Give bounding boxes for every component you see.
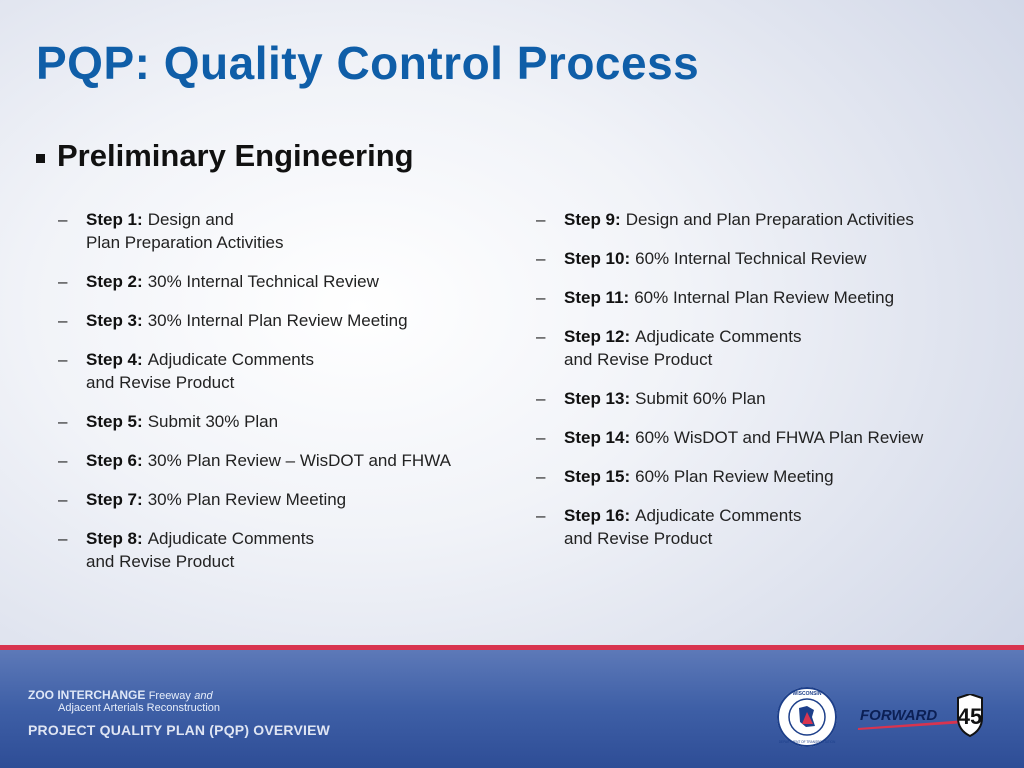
dash-bullet: – xyxy=(58,311,68,330)
brand-and: and xyxy=(194,690,213,702)
step-label: Step 4: xyxy=(86,350,143,369)
step-label: Step 6: xyxy=(86,451,143,470)
step-text: 30% Internal Plan Review Meeting xyxy=(147,311,408,330)
step-text: 60% Plan Review Meeting xyxy=(635,467,834,486)
section-bullet xyxy=(36,138,414,174)
step-item xyxy=(536,504,976,550)
section-heading: Preliminary Engineering xyxy=(57,138,414,173)
dash-bullet: – xyxy=(536,506,546,525)
step-text-line2: and Revise Product xyxy=(564,350,713,369)
step-label: Step 15: xyxy=(564,467,631,486)
step-item xyxy=(58,208,498,254)
step-text: 60% Internal Plan Review Meeting xyxy=(634,288,895,307)
step-text: Adjudicate Comments xyxy=(147,350,314,369)
step-label: Step 1: xyxy=(86,210,143,229)
step-item xyxy=(536,247,976,270)
step-item xyxy=(536,387,976,410)
slide-title: PQP: Quality Control Process xyxy=(36,37,700,89)
step-item xyxy=(58,309,498,332)
forward-text: FORWARD xyxy=(860,707,938,724)
step-text: Adjudicate Comments xyxy=(147,529,314,548)
step-text: 60% WisDOT and FHWA Plan Review xyxy=(635,428,924,447)
step-item xyxy=(58,527,498,573)
step-item xyxy=(536,465,976,488)
step-text: Adjudicate Comments xyxy=(635,327,802,346)
step-text: Submit 30% Plan xyxy=(147,412,279,431)
step-label: Step 13: xyxy=(564,389,631,408)
step-label: Step 11: xyxy=(564,288,630,307)
dash-bullet: – xyxy=(536,327,546,346)
footer-brand-line1 xyxy=(28,688,330,702)
step-text: Design and xyxy=(147,210,234,229)
step-item xyxy=(58,270,498,293)
step-text: Adjudicate Comments xyxy=(635,506,802,525)
wisdot-seal-logo xyxy=(776,686,838,748)
footer-brand xyxy=(28,688,330,738)
step-text: Design and Plan Preparation Activities xyxy=(625,210,914,229)
step-item xyxy=(58,410,498,433)
brand-line2: Adjacent Arterials Reconstruction xyxy=(58,702,221,714)
footer-subtitle: PROJECT QUALITY PLAN (PQP) OVERVIEW xyxy=(28,722,331,738)
seal-text-bottom: DEPARTMENT OF TRANSPORTATION xyxy=(778,740,836,744)
dash-bullet: – xyxy=(58,490,68,509)
step-label: Step 9: xyxy=(564,210,621,229)
square-bullet-icon xyxy=(36,154,45,163)
dash-bullet: – xyxy=(58,451,68,470)
step-label: Step 10: xyxy=(564,249,631,268)
dash-bullet: – xyxy=(536,210,546,229)
steps-right-column xyxy=(536,208,976,566)
dash-bullet: – xyxy=(58,210,68,229)
step-label: Step 12: xyxy=(564,327,631,346)
brand-name: ZOO INTERCHANGE xyxy=(28,688,146,702)
step-item xyxy=(536,208,976,231)
step-text: 60% Internal Technical Review xyxy=(635,249,867,268)
shield-number: 45 xyxy=(957,704,983,729)
step-item xyxy=(536,325,976,371)
step-label: Step 16: xyxy=(564,506,631,525)
step-text-line2: and Revise Product xyxy=(86,373,235,392)
step-text: Submit 60% Plan xyxy=(635,389,766,408)
dash-bullet: – xyxy=(58,412,68,431)
dash-bullet: – xyxy=(58,350,68,369)
step-item xyxy=(58,348,498,394)
step-text: 30% Internal Technical Review xyxy=(147,272,379,291)
step-label: Step 2: xyxy=(86,272,143,291)
step-label: Step 5: xyxy=(86,412,143,431)
step-item xyxy=(536,286,976,309)
step-text-line2: and Revise Product xyxy=(564,529,713,548)
steps-left-column xyxy=(58,208,498,589)
dash-bullet: – xyxy=(58,529,68,548)
dash-bullet: – xyxy=(58,272,68,291)
dash-bullet: – xyxy=(536,389,546,408)
step-label: Step 14: xyxy=(564,428,631,447)
step-label: Step 8: xyxy=(86,529,143,548)
step-label: Step 7: xyxy=(86,490,143,509)
step-label: Step 3: xyxy=(86,311,143,330)
step-item xyxy=(58,449,498,472)
dash-bullet: – xyxy=(536,288,546,307)
dash-bullet: – xyxy=(536,249,546,268)
step-text: 30% Plan Review – WisDOT and FHWA xyxy=(147,451,451,470)
step-text-line2: Plan Preparation Activities xyxy=(86,233,284,252)
seal-text-top: WISCONSIN xyxy=(792,691,822,697)
brand-freeway: Freeway xyxy=(148,690,191,702)
dash-bullet: – xyxy=(536,428,546,447)
forward-45-logo xyxy=(858,694,998,738)
step-text: 30% Plan Review Meeting xyxy=(147,490,347,509)
dash-bullet: – xyxy=(536,467,546,486)
step-text-line2: and Revise Product xyxy=(86,552,235,571)
step-item xyxy=(536,426,976,449)
step-item xyxy=(58,488,498,511)
